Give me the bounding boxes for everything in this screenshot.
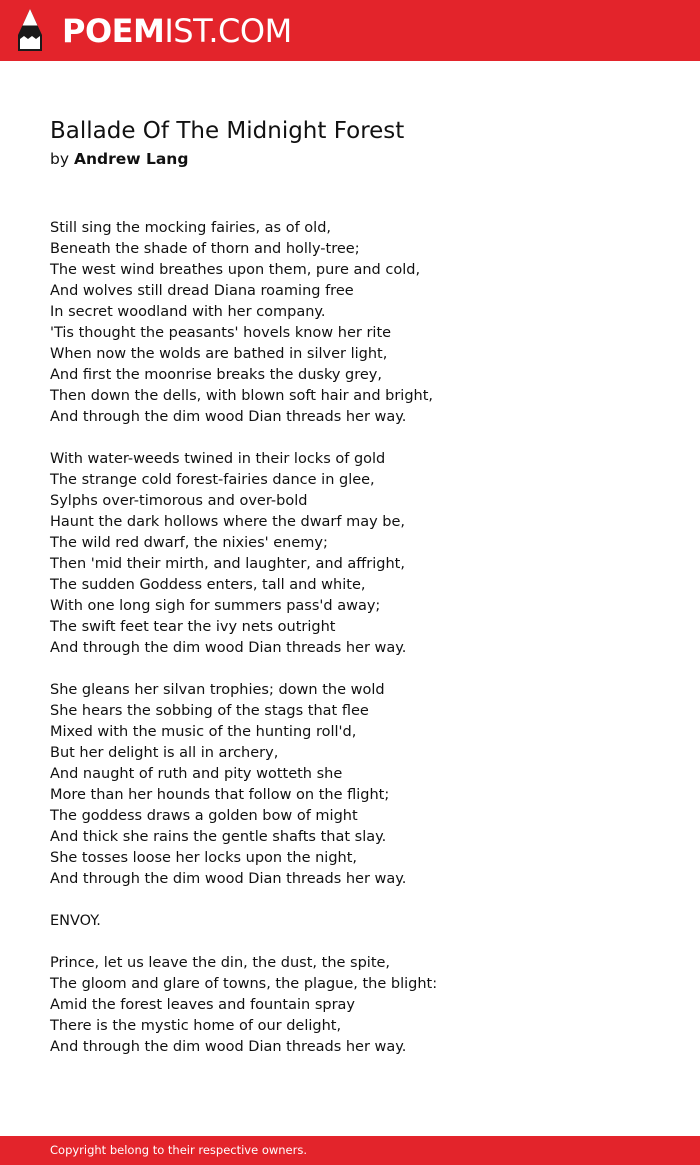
poem-line: The wild red dwarf, the nixies' enemy;	[50, 535, 328, 551]
poem-body	[50, 218, 670, 1058]
poem-author: Andrew Lang	[73, 150, 189, 168]
by-label: by	[50, 150, 70, 168]
poem-line: She gleans her silvan trophies; down the wold	[50, 682, 385, 698]
site-logo[interactable]	[62, 11, 292, 51]
site-footer	[0, 1136, 700, 1165]
poem-title: Ballade Of The Midnight Forest	[50, 118, 405, 144]
stanza-break	[50, 890, 670, 911]
poem-line: With one long sigh for summers pass'd away;	[50, 598, 381, 614]
poem-line: Still sing the mocking fairies, as of old,	[50, 220, 332, 236]
stanza-break	[50, 428, 670, 449]
poem-line: The strange cold forest-fairies dance in glee,	[50, 472, 375, 488]
poem-line: And through the dim wood Dian threads her way.	[50, 871, 407, 887]
poem-line: Then down the dells, with blown soft hair and bright,	[50, 388, 434, 404]
logo-rest-text: IST.COM	[164, 12, 292, 50]
poem-line: Then 'mid their mirth, and laughter, and affright,	[50, 556, 405, 572]
pencil-icon[interactable]	[18, 9, 42, 51]
poem-line: And thick she rains the gentle shafts that slay.	[50, 829, 387, 845]
poem-line: And wolves still dread Diana roaming free	[50, 283, 354, 299]
poem-line: She hears the sobbing of the stags that flee	[50, 703, 369, 719]
stanza-break	[50, 932, 670, 953]
poem-line: And through the dim wood Dian threads her way.	[50, 1039, 407, 1055]
poem-line: The sudden Goddess enters, tall and white,	[50, 577, 366, 593]
poem-line: And through the dim wood Dian threads her way.	[50, 640, 407, 656]
poem-line: Haunt the dark hollows where the dwarf may be,	[50, 514, 406, 530]
poem-line: And first the moonrise breaks the dusky grey,	[50, 367, 382, 383]
poem-line: Mixed with the music of the hunting roll'd,	[50, 724, 357, 740]
poem-line: She tosses loose her locks upon the night,	[50, 850, 358, 866]
poem-line: The swift feet tear the ivy nets outright	[50, 619, 336, 635]
poem-line: Prince, let us leave the din, the dust, the spite,	[50, 955, 391, 971]
stanza-break	[50, 659, 670, 680]
poem-line: When now the wolds are bathed in silver light,	[50, 346, 388, 362]
poem-line: And naught of ruth and pity wotteth she	[50, 766, 343, 782]
poem-line: There is the mystic home of our delight,	[50, 1018, 342, 1034]
poem-byline	[50, 148, 188, 170]
poem-line: 'Tis thought the peasants' hovels know her rite	[50, 325, 392, 341]
site-header	[0, 0, 700, 61]
poem-line: The gloom and glare of towns, the plague, the blight:	[50, 976, 438, 992]
poem-line: With water-weeds twined in their locks of gold	[50, 451, 386, 467]
poem-line: Amid the forest leaves and fountain spray	[50, 997, 356, 1013]
poem-line: The goddess draws a golden bow of might	[50, 808, 358, 824]
copyright-text: Copyright belong to their respective owners.	[50, 1143, 308, 1157]
poem-line: In secret woodland with her company.	[50, 304, 326, 320]
poem-line: The west wind breathes upon them, pure and cold,	[50, 262, 421, 278]
poem-line: But her delight is all in archery,	[50, 745, 279, 761]
logo-bold-text: POEM	[62, 12, 165, 50]
poem-line: More than her hounds that follow on the flight;	[50, 787, 390, 803]
poem-line: Sylphs over-timorous and over-bold	[50, 493, 308, 509]
poem-line: And through the dim wood Dian threads her way.	[50, 409, 407, 425]
poem-line: Beneath the shade of thorn and holly-tree;	[50, 241, 360, 257]
poem-line: ENVOY.	[50, 913, 101, 929]
